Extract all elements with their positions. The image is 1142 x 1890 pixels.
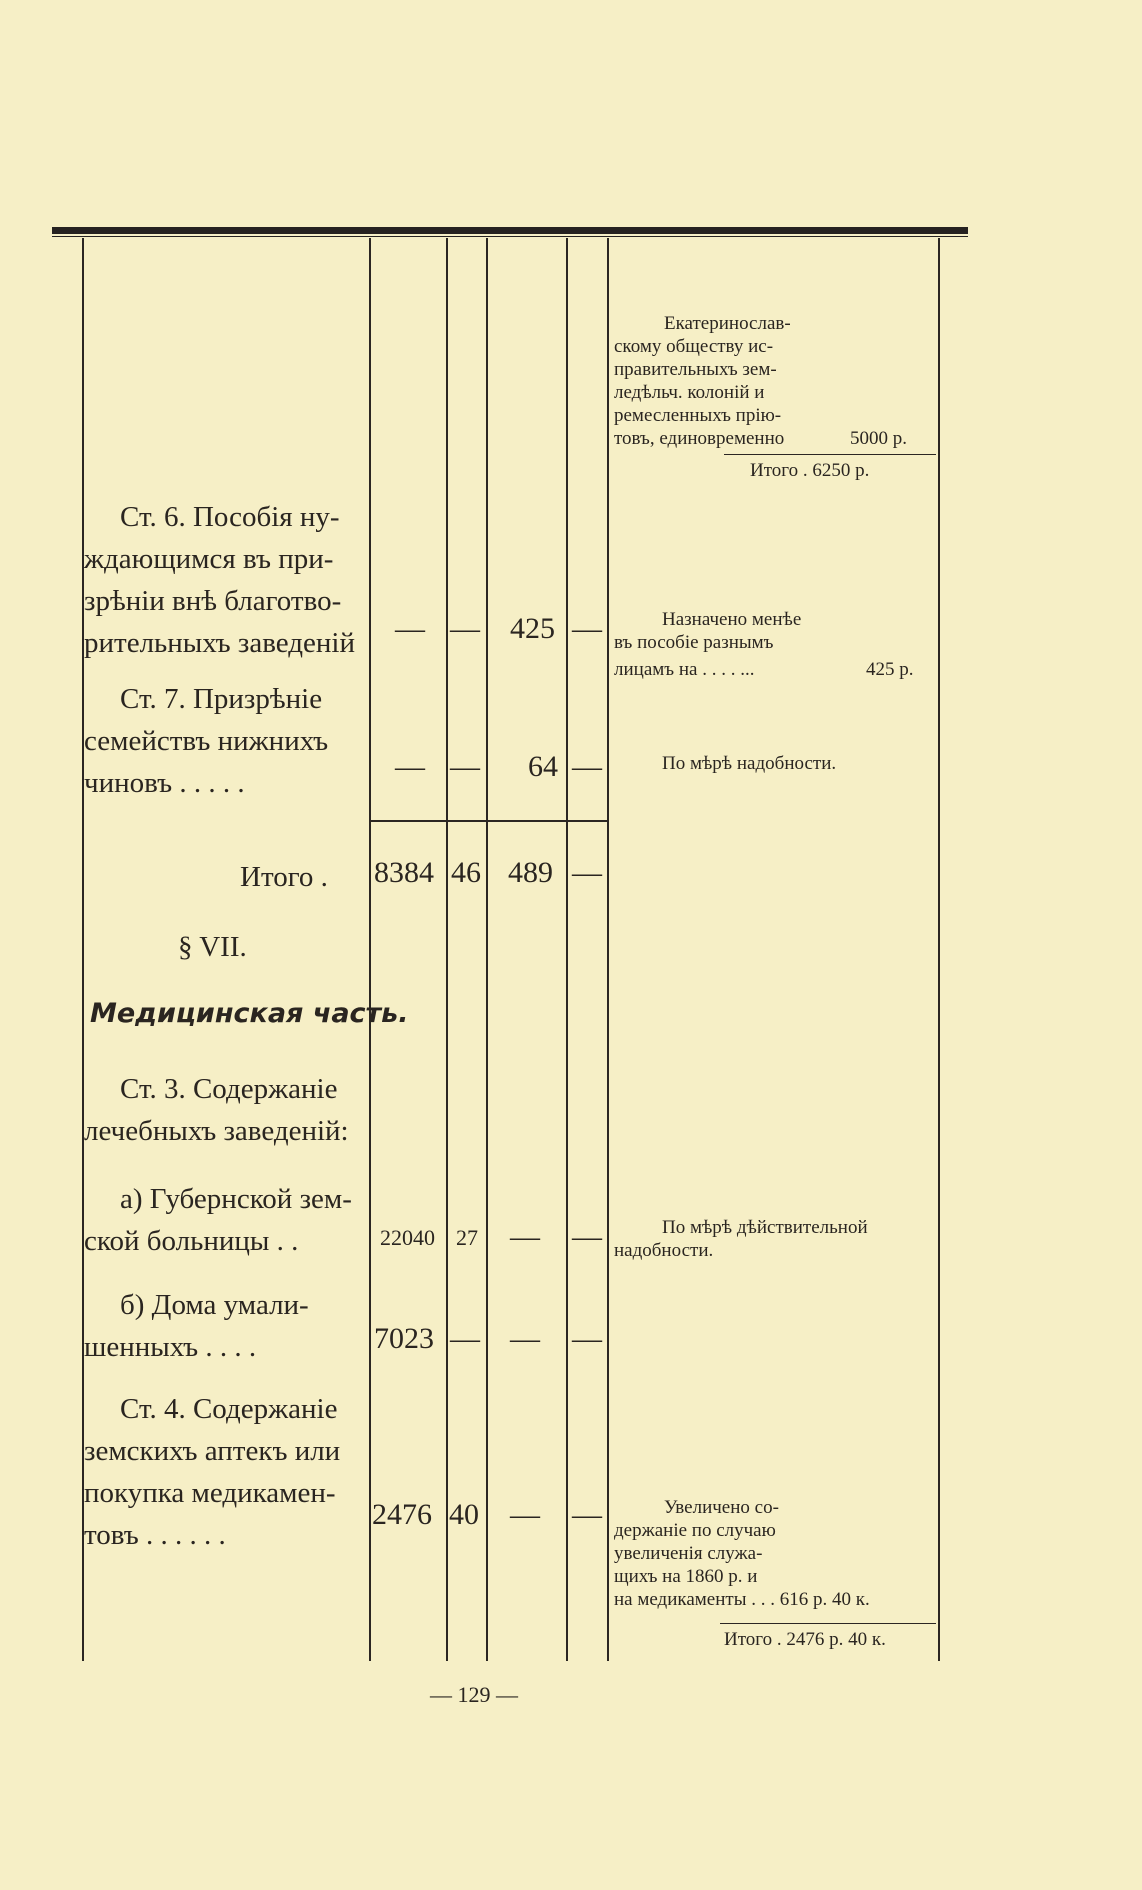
st6-line-4: рительныхъ заведеній <box>84 627 355 659</box>
note-uvelich-total: Итого . 2476 р. 40 к. <box>724 1629 886 1650</box>
st4-kop2: — <box>572 1498 602 1531</box>
st4-line-3: покупка медикамен- <box>84 1477 336 1509</box>
st7-rub2: 64 <box>528 750 558 783</box>
st4-line-1: Ст. 4. Содержаніе <box>120 1393 338 1425</box>
b-label <box>84 1284 368 1368</box>
itogo-kop1: 46 <box>451 856 481 889</box>
st6-kop1: — <box>450 612 480 645</box>
a-rub1: 22040 <box>380 1225 435 1250</box>
note-naznach-line-1: Назначено менѣе <box>662 609 802 630</box>
totals-rule <box>369 820 607 822</box>
note-naznach-line-2: въ пособіе разнымъ <box>614 632 774 653</box>
note-ekat-line-3: правительныхъ зем- <box>614 359 777 380</box>
st7-line-1: Ст. 7. Призрѣніе <box>120 683 323 715</box>
itogo-rub2: 489 <box>508 856 553 889</box>
st6-rub2: 425 <box>510 612 555 645</box>
st4-label <box>84 1388 368 1556</box>
a-line-1: а) Губернской зем- <box>120 1183 352 1215</box>
note-uvelich-line-4: щихъ на 1860 р. и <box>614 1566 758 1587</box>
st7-kop1: — <box>450 750 480 783</box>
col-rule-right <box>938 238 940 1661</box>
note-uvelich-rule <box>720 1623 936 1624</box>
col-rule-1 <box>369 238 371 1661</box>
st6-label <box>84 496 368 664</box>
note-ekat-total: Итого . 6250 р. <box>750 460 870 481</box>
note-po-mere: По мѣрѣ надобности. <box>662 753 837 774</box>
st4-line-2: земскихъ аптекъ или <box>84 1435 341 1467</box>
col-rule-5 <box>607 238 609 1661</box>
a-label <box>84 1178 368 1262</box>
page-number: — 129 — <box>430 1682 518 1707</box>
section-title: Медицинская часть. <box>90 998 409 1029</box>
note-naznach-last: лицамъ на . . . . ... <box>614 659 755 680</box>
note-uvelich-line-1: Увеличено со- <box>664 1497 779 1518</box>
st6-line-3: зрѣніи внѣ благотво- <box>84 585 342 617</box>
note-po-mere-deistv-line-1: По мѣрѣ дѣйствительной <box>662 1217 868 1238</box>
st6-line-1: Ст. 6. Пособія ну- <box>120 501 340 533</box>
note-uvelich <box>614 1496 936 1611</box>
b-line-2: шенныхъ . . . . <box>84 1331 257 1363</box>
note-ekat-line-1: Екатеринослав- <box>664 313 791 334</box>
note-ekat-line-4: ледѣльч. колоній и <box>614 382 765 403</box>
b-rub1: 7023 <box>374 1322 434 1355</box>
b-rub2: — <box>510 1322 540 1355</box>
st3-line-2: лечебныхъ заведеній: <box>84 1115 349 1147</box>
note-naznach <box>614 608 936 654</box>
b-kop2: — <box>572 1322 602 1355</box>
note-ekat-line-5: ремесленныхъ прію- <box>614 405 782 426</box>
a-kop2: — <box>572 1220 602 1253</box>
st3-label <box>84 1068 368 1152</box>
note-ekat-rule <box>724 454 936 455</box>
a-kop1: 27 <box>456 1225 478 1250</box>
note-uvelich-line-5: на медикаменты . . . 616 р. 40 к. <box>614 1589 870 1610</box>
section-number: § VII. <box>178 931 247 963</box>
b-line-1: б) Дома умали- <box>120 1289 309 1321</box>
itogo-label: Итого . <box>240 861 328 893</box>
itogo-kop2: — <box>572 856 602 889</box>
note-po-mere-deistv-line-2: надобности. <box>614 1240 714 1261</box>
note-naznach-amount: 425 р. <box>866 659 914 680</box>
note-uvelich-line-2: держаніе по случаю <box>614 1520 776 1541</box>
top-rule-thin <box>52 236 968 237</box>
col-rule-2 <box>446 238 448 1661</box>
st6-line-2: ждающимся въ при- <box>84 543 334 575</box>
b-kop1: — <box>450 1322 480 1355</box>
a-rub2: — <box>510 1220 540 1253</box>
st4-kop1: 40 <box>449 1498 479 1531</box>
note-uvelich-line-3: увеличенія служа- <box>614 1543 763 1564</box>
note-ekat-line-2: скому обществу ис- <box>614 336 774 357</box>
itogo-rub1: 8384 <box>374 856 434 889</box>
st4-rub2: — <box>510 1498 540 1531</box>
note-po-mere-deistv <box>614 1216 938 1262</box>
col-rule-4 <box>566 238 568 1661</box>
st4-rub1: 2476 <box>372 1498 432 1531</box>
st3-line-1: Ст. 3. Содержаніе <box>120 1073 338 1105</box>
note-ekat-amount: 5000 р. <box>850 428 907 449</box>
st7-label <box>84 678 368 804</box>
st7-rub1: — <box>395 750 425 783</box>
top-rule <box>52 227 968 234</box>
st7-line-3: чиновъ . . . . . <box>84 767 245 799</box>
st7-kop2: — <box>572 750 602 783</box>
st6-kop2: — <box>572 612 602 645</box>
col-rule-3 <box>486 238 488 1661</box>
st7-line-2: семействъ нижнихъ <box>84 725 329 757</box>
st4-line-4: товъ . . . . . . <box>84 1519 226 1551</box>
a-line-2: ской больницы . . <box>84 1225 299 1257</box>
note-ekat-line-6: товъ, единовременно <box>614 428 785 449</box>
st6-rub1: — <box>395 612 425 645</box>
